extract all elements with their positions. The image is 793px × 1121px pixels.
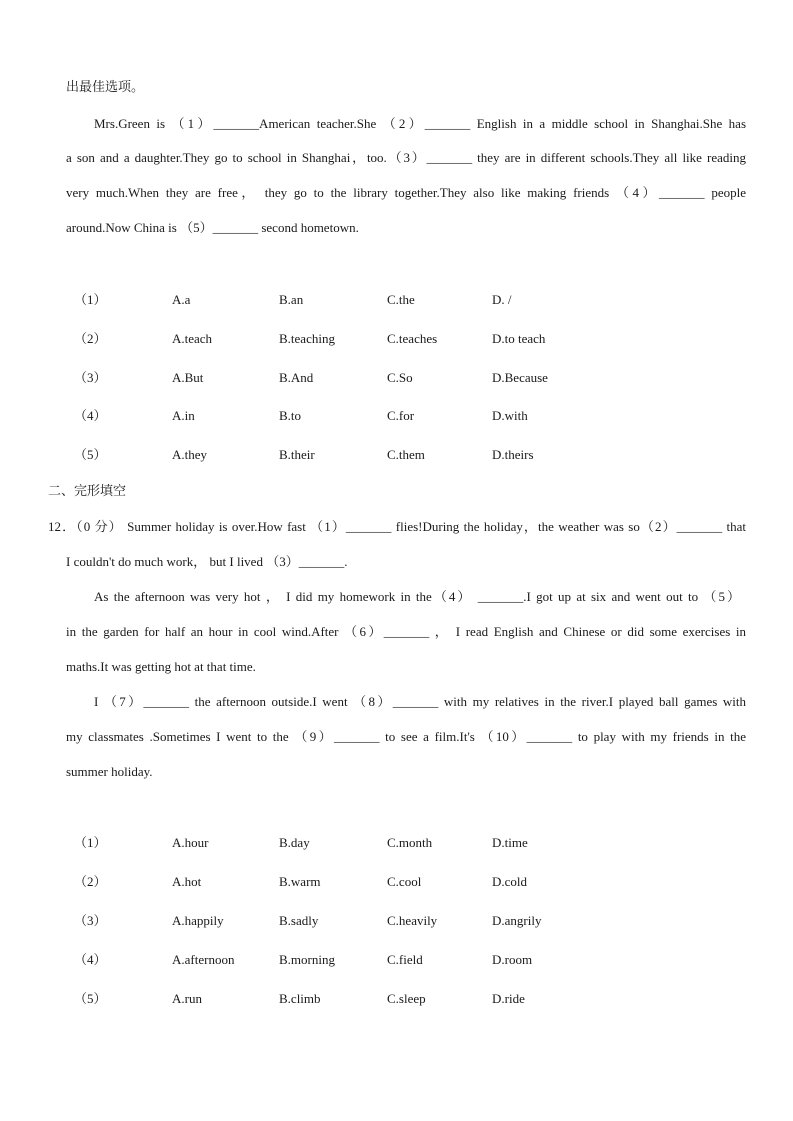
question-number: （1） — [74, 835, 107, 850]
intro-tail-text: 出最佳选项。 — [66, 80, 145, 95]
option-d: D.Because — [492, 370, 548, 385]
passage-2-line: I （7）_______ the afternoon outside.I went （8）_______ with my relatives in the river.I played ball games with — [94, 694, 746, 709]
option-row — [0, 834, 600, 852]
option-row — [0, 446, 600, 464]
option-d: D.time — [492, 835, 528, 850]
passage-2-line: summer holiday. — [66, 764, 153, 779]
option-row — [0, 912, 600, 930]
option-a: A.teach — [172, 331, 213, 346]
option-d: D.angrily — [492, 913, 542, 928]
passage-1-line: around.Now China is （5）_______ second hometown. — [66, 220, 359, 235]
option-row — [0, 990, 600, 1008]
option-a: A.afternoon — [172, 952, 235, 967]
option-row — [0, 330, 600, 348]
section-title: 二、完形填空 — [48, 484, 127, 499]
option-b: B.day — [279, 835, 310, 850]
option-b: B.And — [279, 370, 314, 385]
passage-1-line: Mrs.Green is （1）_______American teacher.She （2）_______ English in a middle school in Shanghai.She has — [94, 116, 746, 131]
option-b: B.to — [279, 408, 302, 423]
passage-2-line: my classmates .Sometimes I went to the （9）_______ to see a film.It's （10）_______ to play with my friends in the — [66, 729, 746, 744]
option-b: B.climb — [279, 991, 321, 1006]
option-b: B.morning — [279, 952, 335, 967]
option-c: C.So — [387, 370, 413, 385]
option-d: D.room — [492, 952, 533, 967]
option-c: C.the — [387, 292, 415, 307]
option-c: C.teaches — [387, 331, 438, 346]
option-b: B.an — [279, 292, 304, 307]
option-a: A.in — [172, 408, 195, 423]
option-d: D.ride — [492, 991, 525, 1006]
option-a: A.hot — [172, 874, 202, 889]
passage-2-line: As the afternoon was very hot ， I did my homework in the（4） _______.I got up at six and went out to （5） — [94, 589, 740, 604]
option-a: A.a — [172, 292, 191, 307]
option-a: A.But — [172, 370, 204, 385]
option-d: D.theirs — [492, 447, 534, 462]
passage-2-line: maths.It was getting hot at that time. — [66, 659, 256, 674]
option-c: C.heavily — [387, 913, 438, 928]
option-row — [0, 407, 600, 425]
question-12-line: 12．（0 分） Summer holiday is over.How fast （1）_______ flies!During the holiday，the weather was so（2）_______ that — [48, 519, 746, 534]
option-c: C.for — [387, 408, 415, 423]
passage-1-line: a son and a daughter.They go to school in Shanghai，too.（3）_______ they are in different schools.They all like reading — [66, 150, 746, 165]
question-number: （2） — [74, 331, 107, 346]
option-c: C.sleep — [387, 991, 426, 1006]
question-number: （4） — [74, 952, 107, 967]
option-c: C.them — [387, 447, 425, 462]
option-d: D.cold — [492, 874, 528, 889]
option-c: C.field — [387, 952, 423, 967]
option-row — [0, 951, 600, 969]
option-row — [0, 873, 600, 891]
option-d: D.with — [492, 408, 528, 423]
question-number: （5） — [74, 991, 107, 1006]
option-b: B.sadly — [279, 913, 319, 928]
passage-1-line: very much.When they are free， they go to the library together.They also like making friends （4）_______ people — [66, 185, 746, 200]
passage-2-line: in the garden for half an hour in cool wind.After （6）_______ ， I read English and Chinese or did some exercises in — [66, 624, 746, 639]
option-a: A.run — [172, 991, 202, 1006]
question-number: （1） — [74, 292, 107, 307]
question-number: （3） — [74, 913, 107, 928]
option-b: B.teaching — [279, 331, 335, 346]
option-a: A.they — [172, 447, 208, 462]
question-number: （5） — [74, 447, 107, 462]
question-number: （4） — [74, 408, 107, 423]
option-c: C.cool — [387, 874, 422, 889]
option-a: A.hour — [172, 835, 209, 850]
question-number: （2） — [74, 874, 107, 889]
option-d: D.to teach — [492, 331, 546, 346]
option-row — [0, 369, 600, 387]
option-b: B.their — [279, 447, 315, 462]
option-d: D. / — [492, 292, 512, 307]
question-number: （3） — [74, 370, 107, 385]
option-c: C.month — [387, 835, 433, 850]
passage-2-line: I couldn't do much work， but I lived （3）_______. — [66, 554, 348, 569]
option-a: A.happily — [172, 913, 224, 928]
option-b: B.warm — [279, 874, 321, 889]
option-row — [0, 291, 600, 309]
